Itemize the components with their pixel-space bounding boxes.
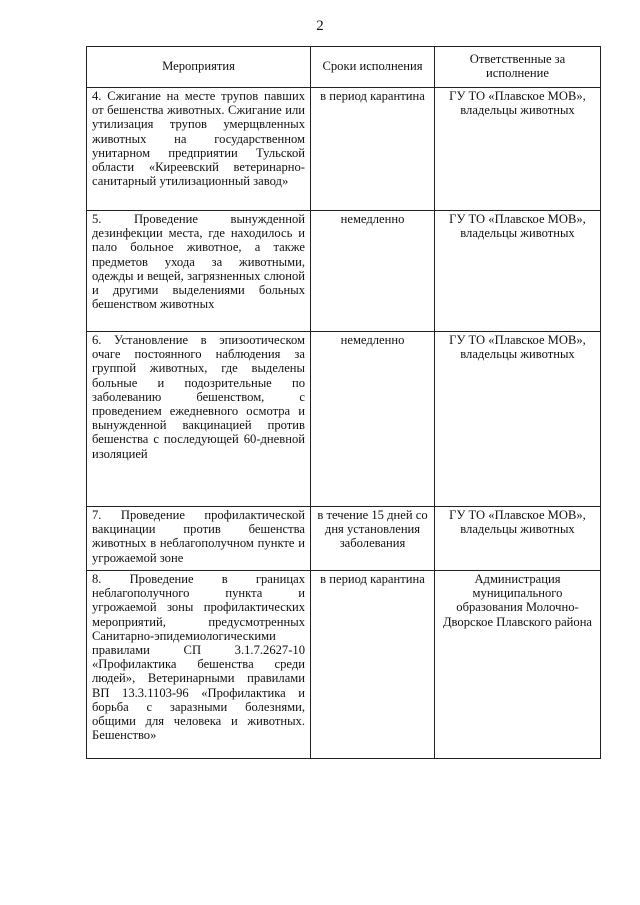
responsible-cell: ГУ ТО «Плавское МОВ», владельцы животных [435,507,601,571]
table-row [87,88,601,211]
deadline-cell: в течение 15 дней со дня установления заболевания [311,507,435,571]
measures-table [86,46,601,759]
table-row [87,211,601,332]
responsible-cell: ГУ ТО «Плавское МОВ», владельцы животных [435,332,601,507]
responsible-cell: Администрация муниципального образования Молочно-Дворское Плавского района [435,571,601,759]
table-row [87,507,601,571]
measure-cell: 4. Сжигание на месте трупов павших от бешенства животных. Сжигание или утилизация трупов умерщвленных животных на государственном унитарном предприятии Тульской области «Киреевский ветеринарно-санитарный утилизационный завод» [87,88,311,211]
responsible-cell: ГУ ТО «Плавское МОВ», владельцы животных [435,88,601,211]
deadline-cell: немедленно [311,332,435,507]
measure-cell: 5. Проведение вынужденной дезинфекции места, где находилось и пало больное животное, а также предметов ухода за животными, одежды и вещей, загрязненных слюной и другими выделениями больных бешенством животных [87,211,311,332]
table-row [87,332,601,507]
table-header-row [87,47,601,88]
table-row [87,571,601,759]
header-responsible: Ответственные за исполнение [435,47,601,88]
header-measures: Мероприятия [87,47,311,88]
deadline-cell: немедленно [311,211,435,332]
measure-cell: 6. Установление в эпизоотическом очаге постоянного наблюдения за группой животных, где выделены больные и подозрительные по заболеванию бешенством, с проведением ежедневного осмотра и вынужденной вакцинацией против бешенства с последующей 60-дневной изоляцией [87,332,311,507]
header-deadlines: Сроки исполнения [311,47,435,88]
measure-cell: 7. Проведение профилактической вакцинации против бешенства животных в неблагополучном пункте и угрожаемой зоне [87,507,311,571]
page-number: 2 [316,18,324,34]
responsible-cell: ГУ ТО «Плавское МОВ», владельцы животных [435,211,601,332]
deadline-cell: в период карантина [311,571,435,759]
measure-cell: 8. Проведение в границах неблагополучного пункта и угрожаемой зоны профилактических мероприятий, предусмотренных Санитарно-эпидемиологическими правилами СП 3.1.7.2627-10 «Профилактика бешенства среди людей», Ветеринарными правилами ВП 13.3.1103-96 «Профилактика и борьба с заразными болезнями, общими для человека и животных. Бешенство» [87,571,311,759]
deadline-cell: в период карантина [311,88,435,211]
